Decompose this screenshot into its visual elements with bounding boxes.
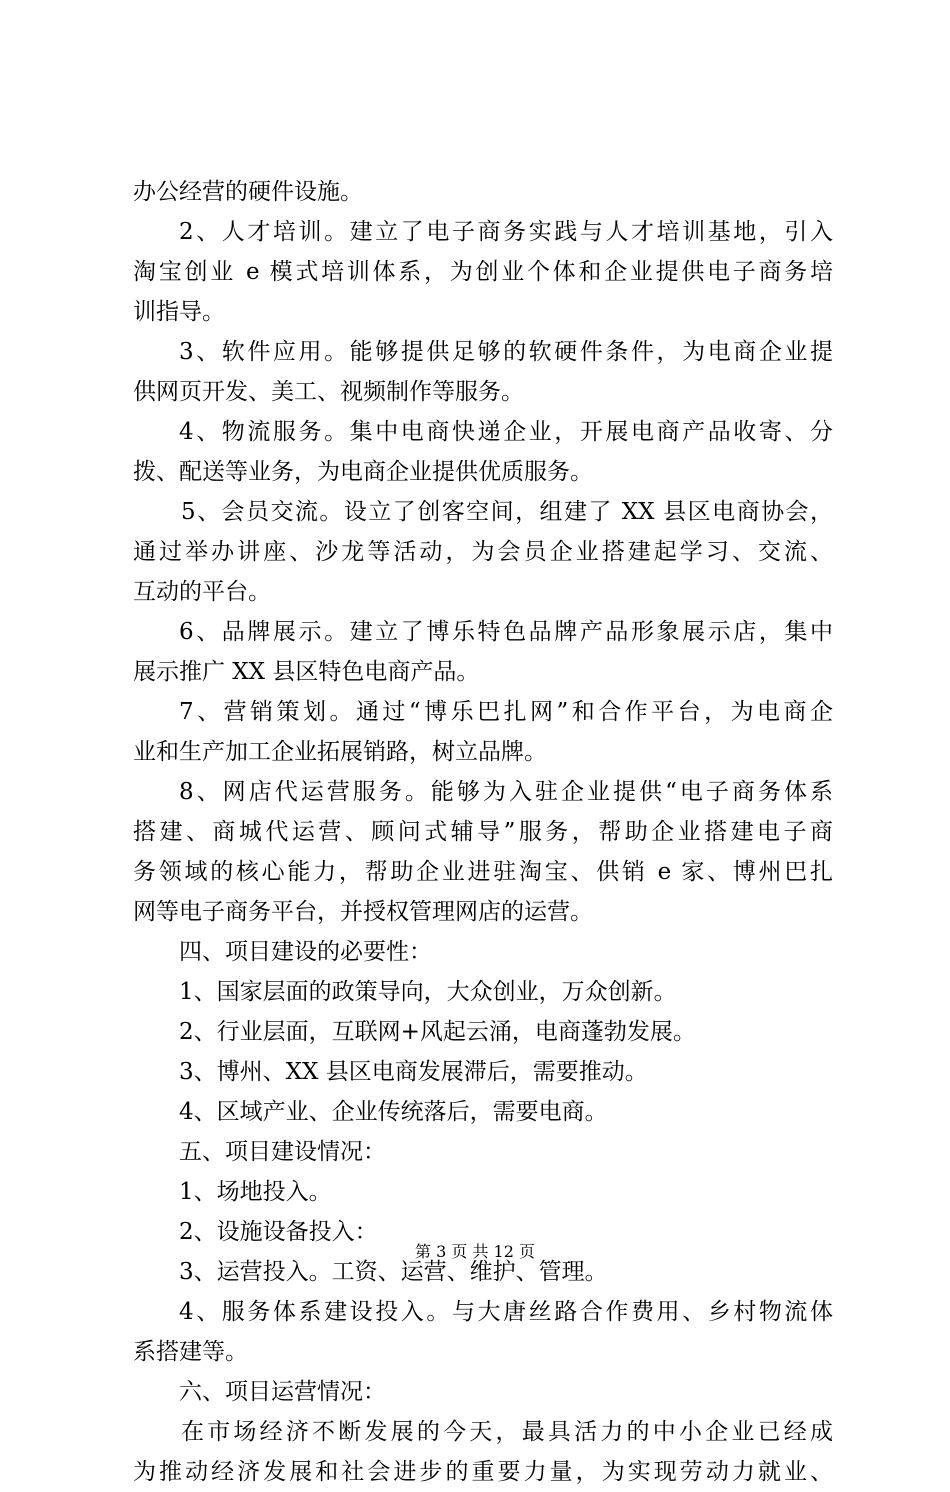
text-line: 为推动经济发展和社会进步的重要力量，为实现劳动力就业、	[133, 1459, 833, 1485]
text-line: 4、服务体系建设投入。与大唐丝路合作费用、乡村物流体	[179, 1299, 833, 1325]
text-line: 通过举办讲座、沙龙等活动，为会员企业搭建起学习、交流、	[133, 539, 833, 565]
section-heading: 五、项目建设情况：	[179, 1139, 386, 1165]
text-line: 7、营销策划。通过“博乐巴扎网”和合作平台，为电商企	[179, 699, 833, 725]
text-line: 4、物流服务。集中电商快递企业，开展电商产品收寄、分	[179, 419, 833, 445]
text-line: 网等电子商务平台，并授权管理网店的运营。	[133, 899, 593, 925]
text-line: 拨、配送等业务，为电商企业提供优质服务。	[133, 459, 593, 485]
text-line: 2、设施设备投入：	[179, 1219, 378, 1245]
text-line: 展示推广 XX 县区特色电商产品。	[133, 659, 480, 685]
text-line: 3、运营投入。工资、运营、维护、管理。	[179, 1259, 608, 1285]
text-line: 淘宝创业 e 模式培训体系，为创业个体和企业提供电子商务培	[133, 259, 833, 285]
page-number-footer: 第 3 页 共 12 页	[415, 1242, 535, 1261]
text-line: 训指导。	[133, 299, 225, 325]
text-line: 1、场地投入。	[179, 1179, 332, 1205]
section-heading: 六、项目运营情况：	[179, 1379, 386, 1405]
text-line: 业和生产加工企业拓展销路，树立品牌。	[133, 739, 547, 765]
text-line: 5、会员交流。设立了创客空间，组建了 XX 县区电商协会，	[181, 499, 833, 525]
text-line: 8、网店代运营服务。能够为入驻企业提供“电子商务体系	[179, 779, 833, 805]
text-line: 搭建、商城代运营、顾问式辅导”服务，帮助企业搭建电子商	[133, 819, 833, 845]
text-line: 2、行业层面，互联网+风起云涌，电商蓬勃发展。	[179, 1019, 696, 1045]
text-line: 1、国家层面的政策导向，大众创业，万众创新。	[179, 979, 677, 1005]
body-text	[133, 172, 833, 1492]
text-line: 3、软件应用。能够提供足够的软硬件条件，为电商企业提	[179, 339, 833, 365]
text-line: 供网页开发、美工、视频制作等服务。	[133, 379, 524, 405]
text-line: 6、品牌展示。建立了博乐特色品牌产品形象展示店，集中	[179, 619, 833, 645]
text-line: 务领域的核心能力，帮助企业进驻淘宝、供销 e 家、博州巴扎	[133, 859, 833, 885]
section-heading: 四、项目建设的必要性：	[179, 939, 432, 965]
text-line: 2、人才培训。建立了电子商务实践与人才培训基地，引入	[179, 219, 833, 245]
text-line: 4、区域产业、企业传统落后，需要电商。	[179, 1099, 608, 1125]
text-line: 互动的平台。	[133, 579, 271, 605]
text-line: 系搭建等。	[133, 1339, 248, 1365]
text-line: 3、博州、XX 县区电商发展滞后，需要推动。	[179, 1059, 648, 1085]
text-line: 在市场经济不断发展的今天，最具活力的中小企业已经成	[181, 1419, 833, 1445]
text-line: 办公经营的硬件设施。	[133, 179, 363, 205]
